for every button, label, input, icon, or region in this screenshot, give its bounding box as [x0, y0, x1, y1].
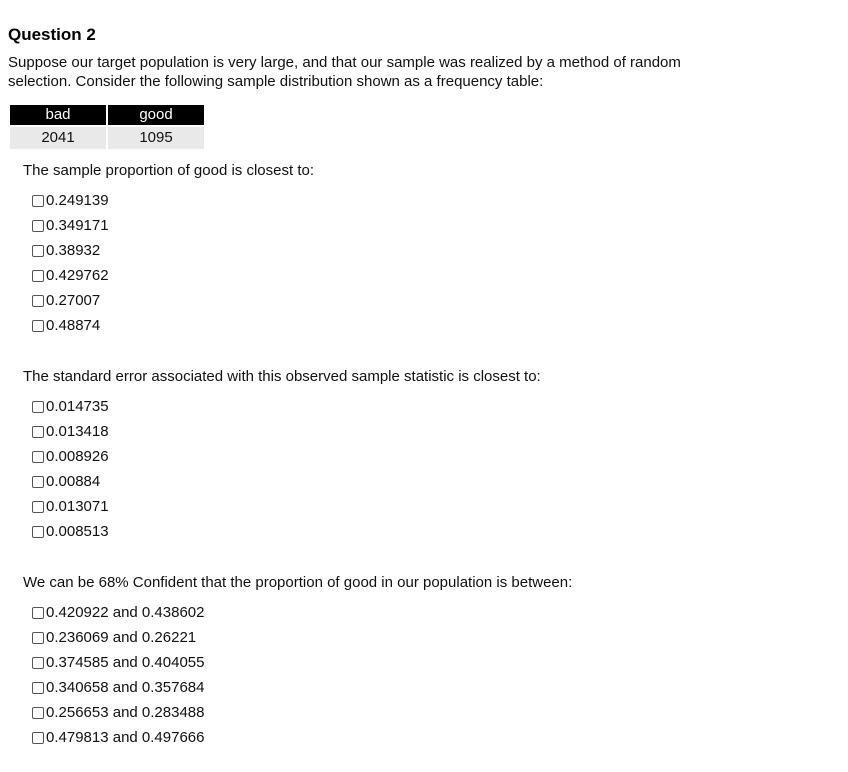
question-confidence-interval — [23, 573, 572, 750]
question-prompt: We can be 68% Confident that the proportion of good in our population is between: — [23, 574, 573, 591]
answer-option[interactable] — [32, 700, 572, 725]
question-prompt: The standard error associated with this observed sample statistic is closest to: — [23, 368, 541, 385]
checkbox[interactable] — [32, 320, 44, 332]
answer-option[interactable] — [32, 725, 572, 750]
checkbox[interactable] — [32, 476, 44, 488]
checkbox[interactable] — [32, 732, 44, 744]
checkbox[interactable] — [32, 195, 44, 207]
table-header-bad: bad — [10, 105, 106, 125]
table-header-good: good — [108, 105, 204, 125]
answer-option[interactable] — [32, 263, 314, 288]
option-label: 0.349171 — [46, 217, 109, 234]
page-title: Question 2 — [8, 25, 96, 44]
checkbox[interactable] — [32, 220, 44, 232]
answer-option[interactable] — [32, 188, 314, 213]
answer-option[interactable] — [32, 394, 541, 419]
checkbox[interactable] — [32, 270, 44, 282]
option-label: 0.256653 and 0.283488 — [46, 704, 205, 721]
checkbox[interactable] — [32, 526, 44, 538]
option-label: 0.008513 — [46, 523, 109, 540]
option-label: 0.249139 — [46, 192, 109, 209]
answer-option[interactable] — [32, 288, 314, 313]
table-row — [10, 127, 204, 149]
answer-option[interactable] — [32, 238, 314, 263]
option-label: 0.429762 — [46, 267, 109, 284]
option-label: 0.013418 — [46, 423, 109, 440]
answer-option[interactable] — [32, 419, 541, 444]
option-label: 0.38932 — [46, 242, 101, 259]
checkbox[interactable] — [32, 451, 44, 463]
option-label: 0.236069 and 0.26221 — [46, 629, 197, 646]
option-label: 0.48874 — [46, 317, 101, 334]
option-label: 0.014735 — [46, 398, 109, 415]
checkbox[interactable] — [32, 682, 44, 694]
table-cell-bad: 2041 — [10, 127, 106, 149]
answer-option[interactable] — [32, 494, 541, 519]
option-label: 0.374585 and 0.404055 — [46, 654, 205, 671]
answer-option[interactable] — [32, 313, 314, 338]
option-label: 0.340658 and 0.357684 — [46, 679, 205, 696]
checkbox[interactable] — [32, 607, 44, 619]
option-label: 0.013071 — [46, 498, 109, 515]
checkbox[interactable] — [32, 501, 44, 513]
question-standard-error — [23, 367, 541, 544]
frequency-table — [8, 103, 206, 151]
answer-option[interactable] — [32, 469, 541, 494]
table-cell-good: 1095 — [108, 127, 204, 149]
answer-option[interactable] — [32, 650, 572, 675]
option-label: 0.008926 — [46, 448, 109, 465]
option-label: 0.27007 — [46, 292, 101, 309]
question-intro: Suppose our target population is very large, and that our sample was realized by a method of random selection. Consider the following sample distribution shown as a frequency table: — [8, 54, 681, 90]
answer-option[interactable] — [32, 625, 572, 650]
checkbox[interactable] — [32, 426, 44, 438]
option-label: 0.00884 — [46, 473, 101, 490]
answer-option[interactable] — [32, 444, 541, 469]
option-label: 0.420922 and 0.438602 — [46, 604, 205, 621]
checkbox[interactable] — [32, 632, 44, 644]
answer-option[interactable] — [32, 519, 541, 544]
answer-option[interactable] — [32, 213, 314, 238]
option-label: 0.479813 and 0.497666 — [46, 729, 205, 746]
question-prompt: The sample proportion of good is closest to: — [23, 162, 314, 179]
answer-option[interactable] — [32, 675, 572, 700]
checkbox[interactable] — [32, 401, 44, 413]
table-header-row — [10, 105, 204, 125]
checkbox[interactable] — [32, 245, 44, 257]
answer-option[interactable] — [32, 600, 572, 625]
checkbox[interactable] — [32, 657, 44, 669]
question-sample-proportion — [23, 161, 314, 338]
checkbox[interactable] — [32, 707, 44, 719]
checkbox[interactable] — [32, 295, 44, 307]
